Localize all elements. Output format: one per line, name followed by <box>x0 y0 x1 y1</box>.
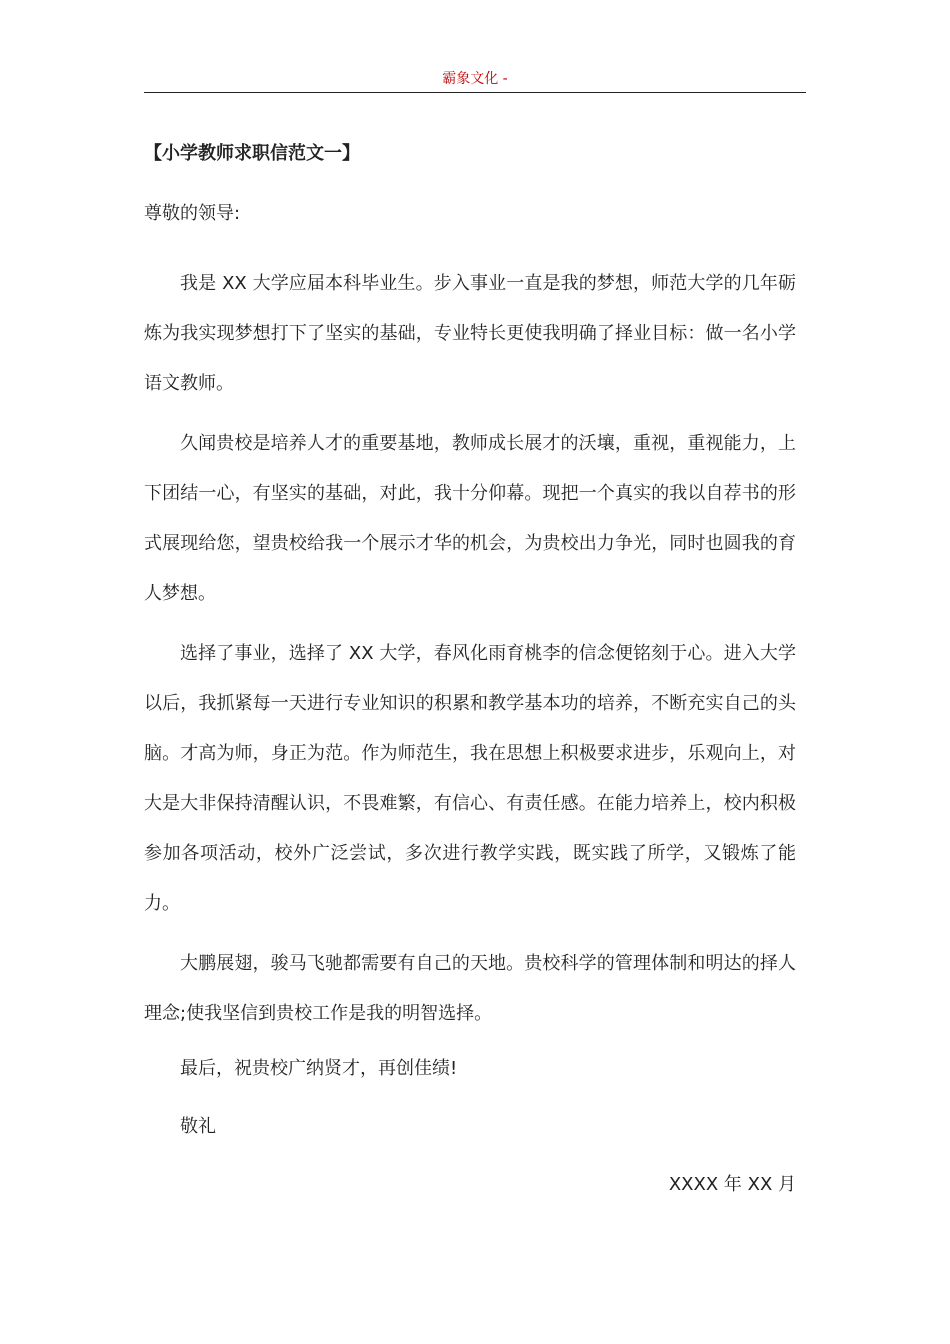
regards-line: 敬礼 <box>180 1116 216 1137</box>
header-text: 霸象文化 - <box>442 71 508 87</box>
salutation: 尊敬的领导: <box>144 203 241 224</box>
letter-body <box>144 138 796 1201</box>
date-line: XXXX 年 XX 月 <box>668 1174 796 1195</box>
paragraph-2: 久闻贵校是培养人才的重要基地，教师成长展才的沃壤，重视，重视能力，上下团结一心，有坚实的基础，对此，我十分仰幕。现把一个真实的我以自荐书的形式展现给您，望贵校给我一个展示才华的机会，为贵校出力争光，同时也圆我的育人梦想。 <box>144 433 796 604</box>
page-header <box>144 66 806 93</box>
paragraph-1: 我是 XX 大学应届本科毕业生。步入事业一直是我的梦想，师范大学的几年砺炼为我实现梦想打下了坚实的基础，专业特长更使我明确了择业目标：做一名小学语文教师。 <box>144 273 796 394</box>
document-title: 【小学教师求职信范文一】 <box>144 143 360 164</box>
paragraph-4: 大鹏展翅，骏马飞驰都需要有自己的天地。贵校科学的管理体制和明达的择人理念;使我坚信到贵校工作是我的明智选择。 <box>144 953 796 1024</box>
closing-line: 最后，祝贵校广纳贤才，再创佳绩! <box>180 1058 458 1079</box>
paragraph-3: 选择了事业，选择了 XX 大学，春风化雨育桃李的信念便铭刻于心。进入大学以后，我抓紧每一天进行专业知识的积累和教学基本功的培养，不断充实自己的头脑。才高为师，身正为范。作为师范生，我在思想上积极要求进步，乐观向上，对大是大非保持清醒认识，不畏难繁，有信心、有责任感。在能力培养上，校内积极参加各项活动，校外广泛尝试，多次进行教学实践，既实践了所学，又锻炼了能力。 <box>144 643 796 914</box>
